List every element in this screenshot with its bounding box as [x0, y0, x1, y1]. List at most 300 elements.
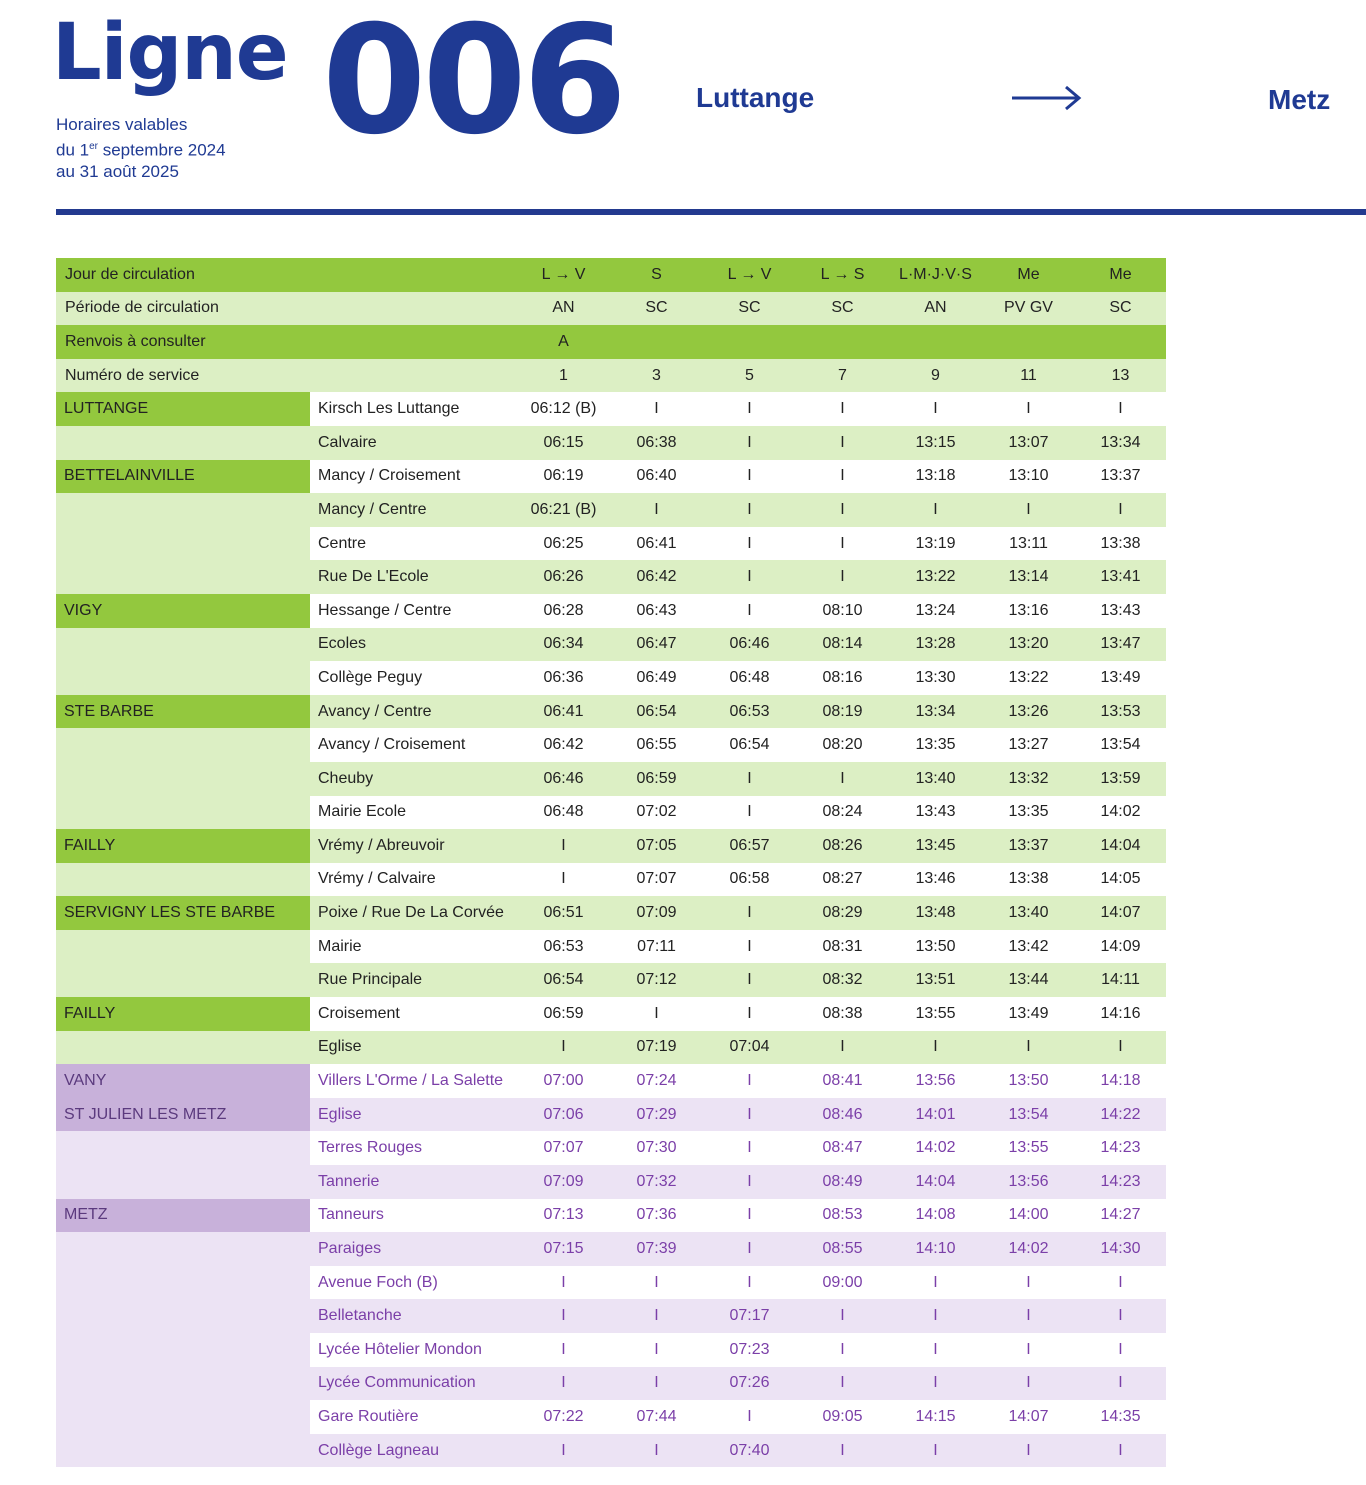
- header-cell: [1075, 325, 1166, 359]
- time-cell: 07:30: [610, 1131, 703, 1165]
- header-cell: [889, 325, 982, 359]
- time-cell: 06:38: [610, 426, 703, 460]
- stop-name: Eglise: [310, 1031, 517, 1065]
- time-cell: 13:27: [982, 728, 1075, 762]
- stop-name: Terres Rouges: [310, 1131, 517, 1165]
- time-cell: 14:18: [1075, 1064, 1166, 1098]
- stop-name: Poixe / Rue De La Corvée: [310, 896, 517, 930]
- town-cell: VANY: [56, 1064, 310, 1098]
- town-cell: [56, 762, 310, 796]
- time-cell: I: [703, 493, 796, 527]
- table-row: [56, 896, 1166, 930]
- table-row: [56, 762, 1166, 796]
- header-row-label: Période de circulation: [56, 292, 517, 326]
- time-cell: 13:53: [1075, 695, 1166, 729]
- time-cell: I: [517, 1434, 610, 1468]
- time-cell: 14:00: [982, 1199, 1075, 1233]
- header-cell: Me: [982, 258, 1075, 292]
- time-cell: I: [796, 460, 889, 494]
- header-cell: [796, 325, 889, 359]
- stop-name: Mairie: [310, 930, 517, 964]
- header-cell: AN: [517, 292, 610, 326]
- time-cell: 07:17: [703, 1299, 796, 1333]
- table-row: [56, 1333, 1166, 1367]
- stop-name: Avancy / Centre: [310, 695, 517, 729]
- stop-name: Avenue Foch (B): [310, 1266, 517, 1300]
- time-cell: 13:34: [1075, 426, 1166, 460]
- table-row: [56, 1165, 1166, 1199]
- time-cell: 13:45: [889, 829, 982, 863]
- time-cell: 06:26: [517, 560, 610, 594]
- time-cell: 14:27: [1075, 1199, 1166, 1233]
- stop-name: Eglise: [310, 1098, 517, 1132]
- time-cell: 06:58: [703, 863, 796, 897]
- timetable: [56, 258, 1166, 1467]
- town-cell: [56, 661, 310, 695]
- stop-name: Lycée Communication: [310, 1367, 517, 1401]
- time-cell: 07:09: [517, 1165, 610, 1199]
- time-cell: 14:16: [1075, 997, 1166, 1031]
- time-cell: 14:35: [1075, 1400, 1166, 1434]
- time-cell: 14:30: [1075, 1232, 1166, 1266]
- time-cell: 14:09: [1075, 930, 1166, 964]
- time-cell: I: [517, 1367, 610, 1401]
- time-cell: I: [1075, 1434, 1166, 1468]
- time-cell: 06:42: [517, 728, 610, 762]
- town-cell: [56, 426, 310, 460]
- table-row: [56, 392, 1166, 426]
- time-cell: I: [1075, 1266, 1166, 1300]
- time-cell: 06:42: [610, 560, 703, 594]
- time-cell: I: [796, 493, 889, 527]
- time-cell: 14:22: [1075, 1098, 1166, 1132]
- table-row: [56, 594, 1166, 628]
- town-cell: [56, 1400, 310, 1434]
- stop-name: Croisement: [310, 997, 517, 1031]
- stop-name: Calvaire: [310, 426, 517, 460]
- town-cell: STE BARBE: [56, 695, 310, 729]
- time-cell: 06:54: [517, 963, 610, 997]
- stop-name: Vrémy / Calvaire: [310, 863, 517, 897]
- time-cell: 13:22: [982, 661, 1075, 695]
- time-cell: I: [703, 392, 796, 426]
- time-cell: I: [703, 594, 796, 628]
- stop-name: Tanneurs: [310, 1199, 517, 1233]
- time-cell: 08:55: [796, 1232, 889, 1266]
- town-cell: BETTELAINVILLE: [56, 460, 310, 494]
- time-cell: 07:15: [517, 1232, 610, 1266]
- time-cell: 07:40: [703, 1434, 796, 1468]
- time-cell: 13:24: [889, 594, 982, 628]
- time-cell: I: [517, 1266, 610, 1300]
- page-title: Ligne: [52, 8, 288, 98]
- table-row: [56, 695, 1166, 729]
- time-cell: 13:38: [982, 863, 1075, 897]
- time-cell: 06:59: [610, 762, 703, 796]
- time-cell: 14:23: [1075, 1165, 1166, 1199]
- time-cell: 13:49: [1075, 661, 1166, 695]
- time-cell: 07:23: [703, 1333, 796, 1367]
- header-cell: 9: [889, 359, 982, 393]
- town-cell: [56, 493, 310, 527]
- time-cell: 07:04: [703, 1031, 796, 1065]
- time-cell: 08:14: [796, 628, 889, 662]
- table-row: [56, 1098, 1166, 1132]
- time-cell: 07:07: [610, 863, 703, 897]
- time-cell: 09:00: [796, 1266, 889, 1300]
- stop-name: Paraiges: [310, 1232, 517, 1266]
- time-cell: 13:20: [982, 628, 1075, 662]
- time-cell: 07:36: [610, 1199, 703, 1233]
- table-row: [56, 1266, 1166, 1300]
- time-cell: I: [610, 997, 703, 1031]
- time-cell: 13:11: [982, 527, 1075, 561]
- time-cell: 13:49: [982, 997, 1075, 1031]
- town-cell: [56, 728, 310, 762]
- time-cell: I: [796, 1299, 889, 1333]
- time-cell: I: [703, 1064, 796, 1098]
- time-cell: I: [610, 1367, 703, 1401]
- stop-name: Collège Peguy: [310, 661, 517, 695]
- time-cell: I: [982, 1333, 1075, 1367]
- town-cell: [56, 1031, 310, 1065]
- town-cell: [56, 963, 310, 997]
- time-cell: I: [1075, 1031, 1166, 1065]
- time-cell: 06:48: [517, 796, 610, 830]
- time-cell: 14:10: [889, 1232, 982, 1266]
- time-cell: I: [982, 1367, 1075, 1401]
- time-cell: I: [703, 560, 796, 594]
- time-cell: 13:55: [982, 1131, 1075, 1165]
- time-cell: I: [517, 863, 610, 897]
- time-cell: 13:30: [889, 661, 982, 695]
- time-cell: 13:54: [1075, 728, 1166, 762]
- table-row: [56, 628, 1166, 662]
- header-cell: A: [517, 325, 610, 359]
- stop-name: Mancy / Croisement: [310, 460, 517, 494]
- time-cell: 07:05: [610, 829, 703, 863]
- time-cell: 06:47: [610, 628, 703, 662]
- time-cell: I: [703, 997, 796, 1031]
- table-row: [56, 1367, 1166, 1401]
- time-cell: 08:26: [796, 829, 889, 863]
- time-cell: I: [1075, 392, 1166, 426]
- time-cell: 13:44: [982, 963, 1075, 997]
- validity-period: [56, 114, 226, 182]
- time-cell: 13:56: [982, 1165, 1075, 1199]
- time-cell: 08:49: [796, 1165, 889, 1199]
- time-cell: I: [610, 1434, 703, 1468]
- time-cell: 07:44: [610, 1400, 703, 1434]
- stop-name: Hessange / Centre: [310, 594, 517, 628]
- time-cell: 07:19: [610, 1031, 703, 1065]
- town-cell: [56, 628, 310, 662]
- time-cell: 13:16: [982, 594, 1075, 628]
- time-cell: 14:02: [889, 1131, 982, 1165]
- time-cell: I: [610, 493, 703, 527]
- time-cell: 14:05: [1075, 863, 1166, 897]
- table-row: [56, 728, 1166, 762]
- time-cell: I: [703, 460, 796, 494]
- header-cell: [982, 325, 1075, 359]
- town-cell: [56, 1131, 310, 1165]
- time-cell: 08:24: [796, 796, 889, 830]
- time-cell: 13:50: [889, 930, 982, 964]
- time-cell: 14:15: [889, 1400, 982, 1434]
- time-cell: I: [889, 1031, 982, 1065]
- table-row: [56, 863, 1166, 897]
- table-row: [56, 1299, 1166, 1333]
- time-cell: 13:59: [1075, 762, 1166, 796]
- time-cell: 07:39: [610, 1232, 703, 1266]
- time-cell: I: [796, 392, 889, 426]
- time-cell: 07:32: [610, 1165, 703, 1199]
- time-cell: I: [1075, 1333, 1166, 1367]
- time-cell: 07:29: [610, 1098, 703, 1132]
- time-cell: I: [703, 1131, 796, 1165]
- table-row: [56, 1434, 1166, 1468]
- table-row: [56, 1232, 1166, 1266]
- time-cell: 13:38: [1075, 527, 1166, 561]
- time-cell: I: [610, 1299, 703, 1333]
- time-cell: 13:14: [982, 560, 1075, 594]
- time-cell: I: [889, 493, 982, 527]
- town-cell: [56, 863, 310, 897]
- time-cell: 06:49: [610, 661, 703, 695]
- time-cell: 08:32: [796, 963, 889, 997]
- time-cell: 13:40: [982, 896, 1075, 930]
- header-cell: 11: [982, 359, 1075, 393]
- time-cell: 08:10: [796, 594, 889, 628]
- header-divider: [56, 209, 1366, 215]
- time-cell: 07:06: [517, 1098, 610, 1132]
- time-cell: I: [982, 1031, 1075, 1065]
- table-row: [56, 930, 1166, 964]
- table-row: [56, 796, 1166, 830]
- time-cell: I: [703, 796, 796, 830]
- time-cell: 06:25: [517, 527, 610, 561]
- time-cell: I: [982, 1434, 1075, 1468]
- header-cell: SC: [1075, 292, 1166, 326]
- time-cell: 06:59: [517, 997, 610, 1031]
- time-cell: 08:29: [796, 896, 889, 930]
- time-cell: I: [889, 1333, 982, 1367]
- stop-name: Kirsch Les Luttange: [310, 392, 517, 426]
- time-cell: I: [517, 1031, 610, 1065]
- time-cell: I: [982, 1266, 1075, 1300]
- header-cell: SC: [610, 292, 703, 326]
- time-cell: 06:48: [703, 661, 796, 695]
- time-cell: I: [889, 1434, 982, 1468]
- header-cell: 5: [703, 359, 796, 393]
- validity-line-3: au 31 août 2025: [56, 161, 179, 181]
- town-cell: [56, 1266, 310, 1300]
- stop-name: Rue De L'Ecole: [310, 560, 517, 594]
- time-cell: 13:41: [1075, 560, 1166, 594]
- town-cell: METZ: [56, 1199, 310, 1233]
- time-cell: I: [796, 762, 889, 796]
- header-cell: AN: [889, 292, 982, 326]
- time-cell: 06:40: [610, 460, 703, 494]
- header-cell: 1: [517, 359, 610, 393]
- header-row: [56, 359, 1166, 393]
- time-cell: I: [703, 1165, 796, 1199]
- time-cell: 14:07: [1075, 896, 1166, 930]
- time-cell: I: [610, 1266, 703, 1300]
- header-cell: PV GV: [982, 292, 1075, 326]
- time-cell: 06:36: [517, 661, 610, 695]
- time-cell: 08:53: [796, 1199, 889, 1233]
- time-cell: I: [889, 1367, 982, 1401]
- time-cell: 13:26: [982, 695, 1075, 729]
- time-cell: I: [796, 426, 889, 460]
- time-cell: I: [703, 1400, 796, 1434]
- time-cell: I: [703, 930, 796, 964]
- time-cell: 06:34: [517, 628, 610, 662]
- time-cell: 14:01: [889, 1098, 982, 1132]
- header-row-label: Numéro de service: [56, 359, 517, 393]
- header-cell: S: [610, 258, 703, 292]
- time-cell: 06:21 (B): [517, 493, 610, 527]
- time-cell: 08:27: [796, 863, 889, 897]
- time-cell: 06:28: [517, 594, 610, 628]
- time-cell: 13:50: [982, 1064, 1075, 1098]
- time-cell: 14:04: [1075, 829, 1166, 863]
- time-cell: I: [889, 392, 982, 426]
- time-cell: 13:43: [1075, 594, 1166, 628]
- validity-line-1: Horaires valables: [56, 115, 188, 134]
- header-cell: L → V: [703, 258, 796, 292]
- stop-name: Centre: [310, 527, 517, 561]
- stop-name: Mancy / Centre: [310, 493, 517, 527]
- time-cell: 13:22: [889, 560, 982, 594]
- time-cell: 08:47: [796, 1131, 889, 1165]
- time-cell: 13:18: [889, 460, 982, 494]
- time-cell: 14:08: [889, 1199, 982, 1233]
- header-cell: 13: [1075, 359, 1166, 393]
- time-cell: 13:35: [889, 728, 982, 762]
- header-row: [56, 292, 1166, 326]
- time-cell: 07:00: [517, 1064, 610, 1098]
- table-row: [56, 493, 1166, 527]
- time-cell: I: [703, 963, 796, 997]
- time-cell: 07:07: [517, 1131, 610, 1165]
- town-cell: [56, 1333, 310, 1367]
- time-cell: I: [703, 426, 796, 460]
- town-cell: [56, 1367, 310, 1401]
- time-cell: I: [703, 762, 796, 796]
- header-cell: [703, 325, 796, 359]
- town-cell: [56, 1165, 310, 1199]
- time-cell: 13:54: [982, 1098, 1075, 1132]
- town-cell: [56, 1232, 310, 1266]
- header-cell: L·M·J·V·S: [889, 258, 982, 292]
- time-cell: 06:57: [703, 829, 796, 863]
- time-cell: 13:07: [982, 426, 1075, 460]
- table-row: [56, 963, 1166, 997]
- time-cell: I: [982, 392, 1075, 426]
- time-cell: 06:46: [517, 762, 610, 796]
- stop-name: Cheuby: [310, 762, 517, 796]
- table-row: [56, 829, 1166, 863]
- time-cell: I: [703, 527, 796, 561]
- time-cell: 06:51: [517, 896, 610, 930]
- town-cell: FAILLY: [56, 997, 310, 1031]
- time-cell: 07:22: [517, 1400, 610, 1434]
- time-cell: 08:19: [796, 695, 889, 729]
- time-cell: I: [1075, 1299, 1166, 1333]
- time-cell: 14:04: [889, 1165, 982, 1199]
- time-cell: 08:31: [796, 930, 889, 964]
- time-cell: I: [703, 1098, 796, 1132]
- time-cell: 06:53: [703, 695, 796, 729]
- town-cell: [56, 796, 310, 830]
- time-cell: 07:12: [610, 963, 703, 997]
- header-cell: SC: [703, 292, 796, 326]
- time-cell: 08:46: [796, 1098, 889, 1132]
- time-cell: 06:19: [517, 460, 610, 494]
- time-cell: 07:02: [610, 796, 703, 830]
- town-cell: ST JULIEN LES METZ: [56, 1098, 310, 1132]
- stop-name: Mairie Ecole: [310, 796, 517, 830]
- table-row: [56, 661, 1166, 695]
- time-cell: 07:11: [610, 930, 703, 964]
- time-cell: 08:41: [796, 1064, 889, 1098]
- right-arrow-icon: [1010, 84, 1082, 112]
- header-cell: Me: [1075, 258, 1166, 292]
- time-cell: I: [610, 392, 703, 426]
- time-cell: 13:32: [982, 762, 1075, 796]
- time-cell: 13:42: [982, 930, 1075, 964]
- time-cell: I: [796, 1031, 889, 1065]
- town-cell: FAILLY: [56, 829, 310, 863]
- header-row-label: Jour de circulation: [56, 258, 517, 292]
- time-cell: 13:19: [889, 527, 982, 561]
- time-cell: I: [796, 527, 889, 561]
- time-cell: 06:54: [703, 728, 796, 762]
- validity-line-2: du 1er septembre 2024: [56, 140, 226, 160]
- time-cell: 13:15: [889, 426, 982, 460]
- table-row: [56, 997, 1166, 1031]
- header-cell: L → S: [796, 258, 889, 292]
- time-cell: 13:55: [889, 997, 982, 1031]
- town-cell: [56, 930, 310, 964]
- time-cell: 14:07: [982, 1400, 1075, 1434]
- time-cell: 13:40: [889, 762, 982, 796]
- town-cell: LUTTANGE: [56, 392, 310, 426]
- header-row: [56, 325, 1166, 359]
- time-cell: 13:35: [982, 796, 1075, 830]
- time-cell: I: [796, 1434, 889, 1468]
- time-cell: 06:55: [610, 728, 703, 762]
- time-cell: 14:02: [982, 1232, 1075, 1266]
- table-row: [56, 527, 1166, 561]
- time-cell: I: [982, 493, 1075, 527]
- time-cell: 06:53: [517, 930, 610, 964]
- stop-name: Villers L'Orme / La Salette: [310, 1064, 517, 1098]
- destination-stop: Metz: [1268, 84, 1331, 115]
- time-cell: 08:20: [796, 728, 889, 762]
- time-cell: I: [703, 1266, 796, 1300]
- time-cell: 13:37: [982, 829, 1075, 863]
- time-cell: 06:43: [610, 594, 703, 628]
- table-row: [56, 1199, 1166, 1233]
- table-row: [56, 1064, 1166, 1098]
- time-cell: 13:43: [889, 796, 982, 830]
- time-cell: 13:28: [889, 628, 982, 662]
- time-cell: I: [703, 1232, 796, 1266]
- time-cell: 13:48: [889, 896, 982, 930]
